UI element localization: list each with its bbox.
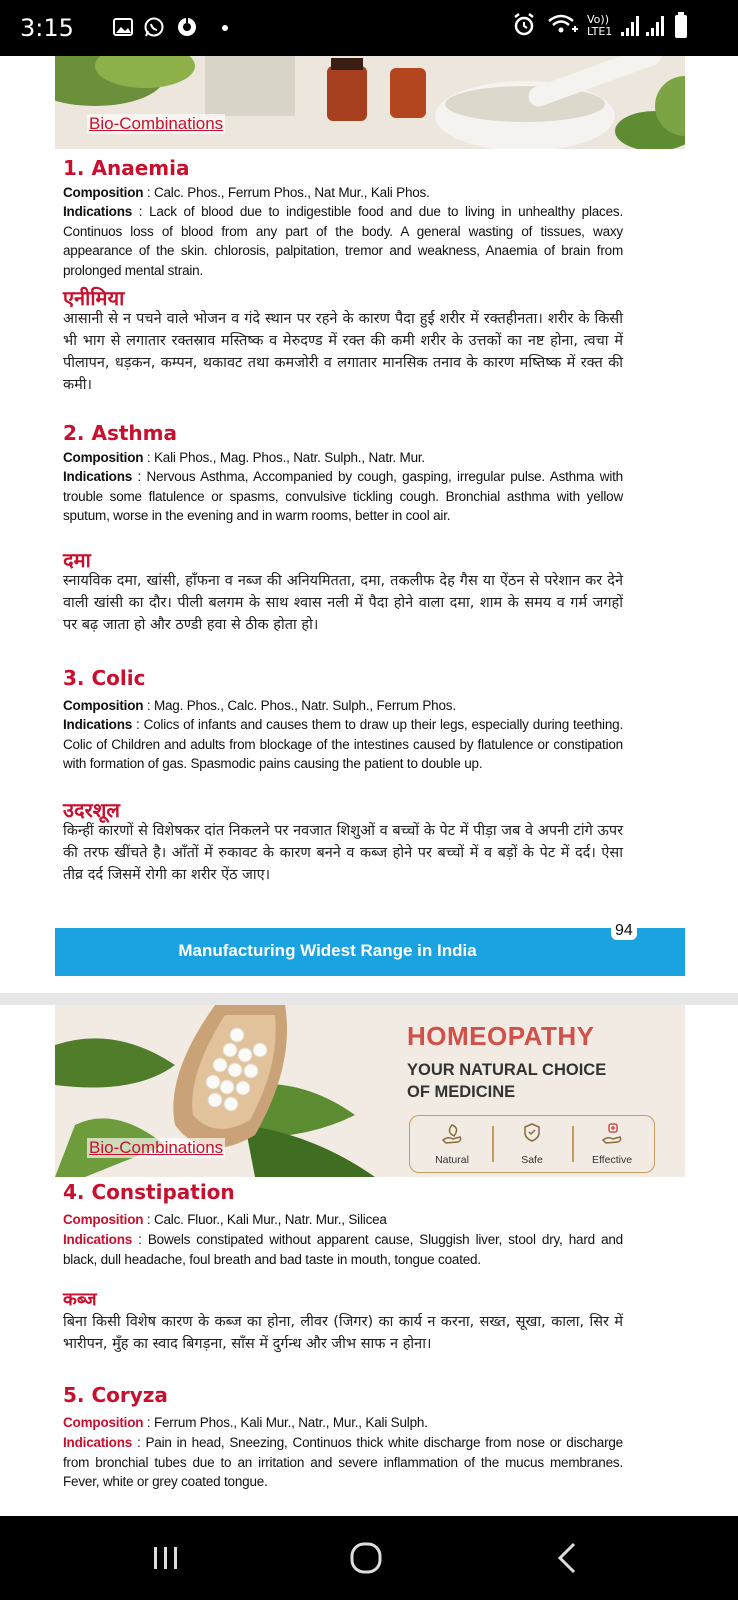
back-button[interactable] <box>548 1538 588 1578</box>
item-title-constipation: 4. Constipation <box>63 1180 235 1204</box>
benefit-badges <box>409 1115 655 1173</box>
indications-anaemia: Indications : Lack of blood due to indigestible food and due to living in unhealthy places. Continuos loss of blood from any part of the body. A general wasting of tissues, waxy appearance of the skin. chlorosis, palpitation, tremor and weakness, Anaemia of brain from prolonged mental strain. <box>63 204 624 278</box>
page-header-banner <box>55 56 685 149</box>
home-button[interactable] <box>346 1538 386 1578</box>
hindi-title-anaemia: एनीमिया <box>63 286 125 310</box>
network-label: Vo)) LTE1 <box>587 13 613 38</box>
item-title-asthma: 2. Asthma <box>63 421 177 445</box>
hero-title: HOMEOPATHY <box>407 1021 595 1051</box>
herbs-and-mortar-image <box>55 56 685 149</box>
badge-effective: Effective <box>572 1116 652 1172</box>
hindi-title-constipation: कब्ज <box>63 1289 97 1310</box>
item-title-anaemia: 1. Anaemia <box>63 156 190 180</box>
whatsapp-notification-icon <box>143 16 165 38</box>
badge-natural: Natural <box>412 1116 492 1172</box>
hindi-title-asthma: दमा <box>63 548 91 572</box>
composition-asthma: Composition : Kali Phos., Mag. Phos., Natr. Sulph., Natr. Mur. <box>63 450 425 465</box>
status-time: 3:15 <box>20 14 74 42</box>
indications-coryza: Indications : Pain in head, Sneezing, Continuos thick white discharge from nose or discharge from bronchial tubes due to an irritation and severe inflammation of the mucus membranes. Fever, white or grey coated tongue. <box>63 1435 623 1489</box>
hindi-title-colic: उदरशूल <box>63 798 120 822</box>
footer-tagline: Manufacturing Widest Range in India <box>178 941 477 960</box>
page-number: 94 <box>611 922 637 940</box>
alarm-icon <box>512 12 536 43</box>
section-label-2: Bio-Combinations <box>89 1138 224 1157</box>
shield-hand-icon <box>520 1122 544 1146</box>
document-page-94 <box>0 56 738 993</box>
page-footer <box>55 922 685 976</box>
hindi-text-constipation: बिना किसी विशेष कारण के कब्ज का होना, लीवर (जिगर) का कार्य न करना, सख्त, सूखा, काला, सिर में भारीपन, मुँह का स्वाद बिगड़ना, साँस में दुर्गन्ध और जीभ साफ न होना। <box>63 1314 623 1352</box>
indications-asthma: Indications : Nervous Asthma, Accompanied by cough, gasping, irregular pulse. Asthma with trouble some flatulence or spasms, convulsive tickling cough. Bronchial asthma with yellow sputum, worse in the evening and in warm rooms, better in cool air. <box>63 469 623 523</box>
signal-strength-icon-2 <box>645 12 667 43</box>
item-title-coryza: 5. Coryza <box>63 1383 168 1407</box>
hindi-text-asthma: स्नायविक दमा, खांसी, हाँफना व नब्ज की अनियमितता, दमा, तकलीफ देह गैस या ऐंठन से परेशान कर देने वाली खांसी का दौर। पीली बलगम के साथ श्वास नली में पैदा होने वाला दमा, शाम के समय व गर्म जगहों पर बढ़ जाता हो और ठण्डी हवा से ठीक होता हो। <box>63 573 623 633</box>
android-navigation-bar <box>0 1516 738 1600</box>
hindi-text-colic: किन्हीं कारणों से विशेषकर दांत निकलने पर नवजात शिशुओं व बच्चों के पेट में पीड़ा जब वे अपनी टांगे ऊपर की तरफ खींचते है। आँतों में रुकावट के कारण बनने व कब्ज होने पर बच्चों में व बड़ों के पेट में दर्द। ऐसा तीव्र दर्द जिसमें रोगी का शरीर ऐंठ जाए। <box>63 823 623 883</box>
medicine-hand-icon <box>600 1122 624 1146</box>
hindi-text-anaemia: आसानी से न पचने वाले भोजन व गंदे स्थान पर रहने के कारण पैदा हुई शरीर में रक्तहीनता। शरीर के किसी भी भाग से लगातार रक्तस्राव मस्तिष्क व मेरुदण्ड में रक्त की कमी शरीर के उत्तकों का नष्ट होना, त्वचा में पीलापन, धड़कन, कम्पन, थकावट तथा कमजोरी व लगातार मानसिक तनाव के कारण मष्तिष्क में रक्त की कमी। <box>63 311 623 393</box>
badge-safe: Safe <box>492 1116 572 1172</box>
section-label: Bio-Combinations <box>89 114 224 133</box>
status-bar <box>0 0 738 56</box>
battery-icon <box>674 12 688 45</box>
gallery-notification-icon <box>112 16 134 38</box>
recent-apps-button[interactable] <box>146 1538 186 1578</box>
leaf-hand-icon <box>440 1122 464 1146</box>
document-page-95 <box>0 1005 738 1516</box>
indications-colic: Indications : Colics of infants and causes them to draw up their legs, especially during teething. Colic of Children and adults from blockage of the intestines caused by flatulence or constipation with formation of gas. Spasmodic pains causing the patient to double up. <box>63 717 623 771</box>
hero-subtitle: YOUR NATURAL CHOICE OF MEDICINE <box>407 1061 607 1101</box>
composition-colic: Composition : Mag. Phos., Calc. Phos., Natr. Sulph., Ferrum Phos. <box>63 698 456 713</box>
item-title-colic: 3. Colic <box>63 666 146 690</box>
composition-constipation: Composition : Calc. Fluor., Kali Mur., Natr. Mur., Silicea <box>63 1212 387 1227</box>
signal-strength-icon-1 <box>620 12 642 43</box>
more-notifications-dot <box>222 25 228 31</box>
composition-anaemia: Composition : Calc. Phos., Ferrum Phos., Nat Mur., Kali Phos. <box>63 185 430 200</box>
wifi-calling-icon <box>546 12 580 43</box>
app-notification-icon <box>176 16 198 38</box>
composition-coryza: Composition : Ferrum Phos., Kali Mur., Natr., Mur., Kali Sulph. <box>63 1415 428 1430</box>
indications-constipation: Indications : Bowels constipated without apparent cause, Sluggish liver, stool dry, hard and black, dull headache, foul breath and bad taste in mouth, tongue coated. <box>63 1232 623 1267</box>
